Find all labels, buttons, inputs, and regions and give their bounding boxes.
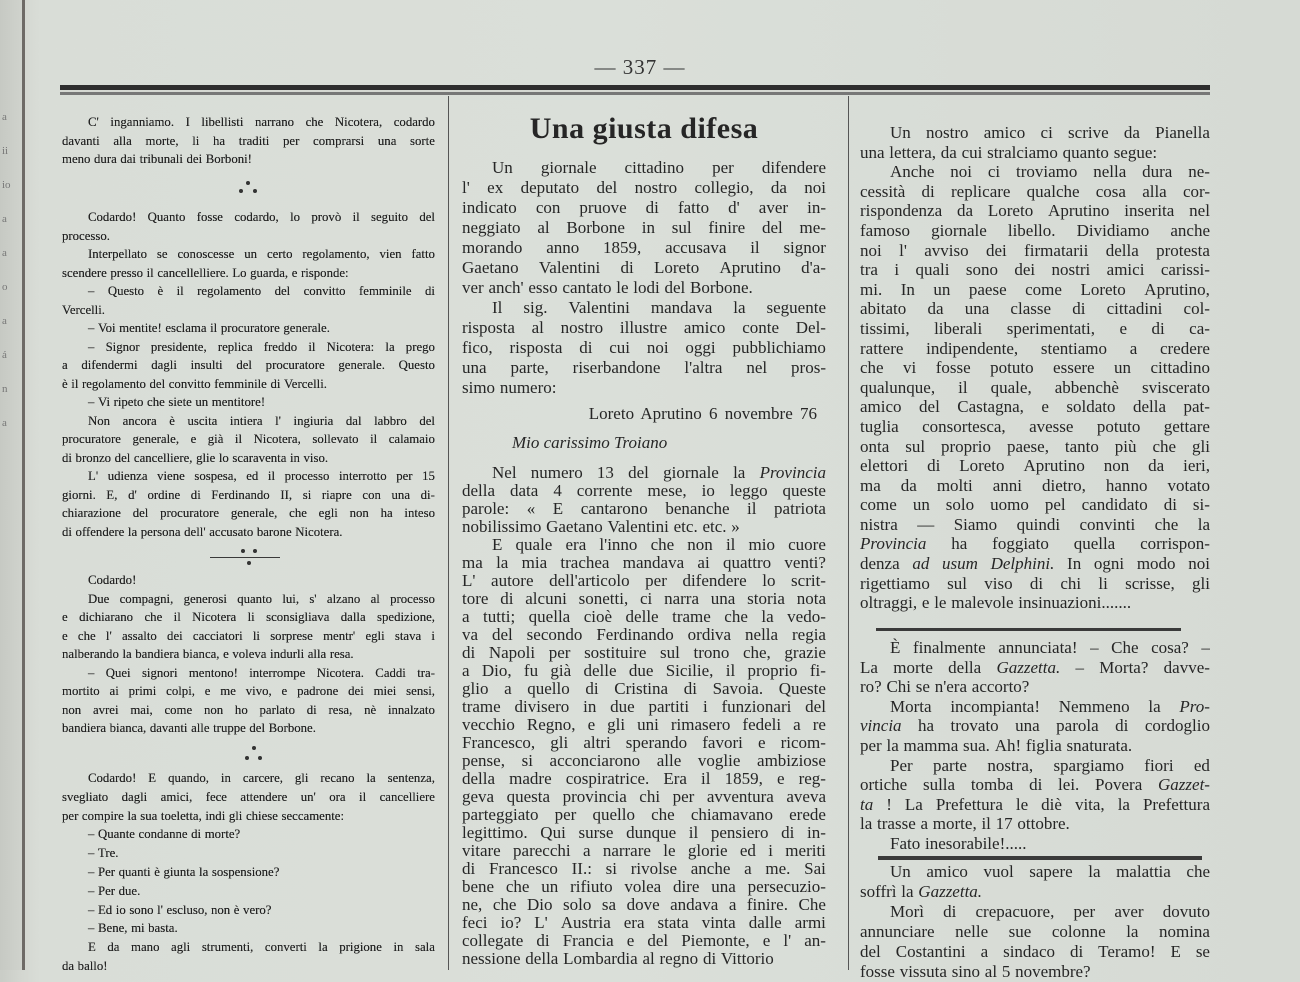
text-line: vincia ha trovato una parola di cordoglio	[860, 716, 1210, 736]
text-line: nistra — Siamo quindi convinti che la	[860, 514, 1210, 534]
text-line: – Quante condanne di morte?	[88, 827, 241, 842]
text-line: l' ex deputato del nostro collegio, da noi	[462, 178, 826, 197]
section-rule	[878, 856, 1202, 860]
text-line: tore di alcuni sonetti, ci narra una storia nota	[462, 589, 826, 608]
edge-fragment: io	[2, 179, 11, 191]
text-line: e dichiarano che il Nicotera li sconsigliava dalla spedizione,	[62, 610, 435, 624]
text-line: – Quei signori mentono! interrompe Nicotera. Caddi tra-	[88, 665, 435, 680]
edge-fragment: a	[2, 315, 7, 327]
text-line: vecchio Regno, e gli uni rimasero fedeli a re	[462, 715, 826, 734]
text-line: collegate di Francia e del Piemonte, e l' an-	[462, 931, 826, 950]
text-line: Codardo! E quando, in carcere, gli recano la sentenza,	[88, 771, 435, 785]
text-line: Gaetano Valentini di Loreto Aprutino d'a-	[462, 258, 826, 277]
text-line: amico del Castagna, e soldato della pat-	[860, 397, 1210, 417]
edge-fragment: a	[2, 213, 7, 225]
text-line: rispondenza da Loreto Aprutino inserita nel	[860, 201, 1210, 221]
edge-fragment: n	[2, 383, 8, 395]
text-line: davanti alla morte, li ha traditi per comprarsi una sorte	[62, 133, 435, 148]
text-line: – Per quanti è giunta la sospensione?	[88, 864, 280, 879]
text-line: per compire la sua toeletta, indi gli chiese seccamente:	[62, 808, 345, 823]
edge-fragment: o	[2, 281, 8, 293]
page-number: — 337 —	[594, 55, 686, 79]
page-gutter-line	[22, 0, 25, 970]
adjacent-page-fragments	[2, 100, 20, 440]
text-line: Anche noi ci troviamo nella dura ne-	[890, 162, 1210, 182]
text-line: è il regolamento del convitto femminile di Vercelli.	[62, 376, 327, 391]
text-line: del Costantini a sindaco di Teramo! E se	[860, 942, 1210, 961]
text-line: giorni. E, d' ordine di Ferdinando II, si riapre con una di-	[62, 487, 435, 502]
text-line: a Dio, fu già delle due Sicilie, il proprio fi-	[462, 661, 826, 680]
text-line: – Vi ripeto che siete un mentitore!	[88, 395, 266, 409]
edge-fragment: ii	[2, 145, 9, 157]
left-column-sentence	[62, 769, 435, 976]
text-line: fico, risposta di cui noi oggi pubblichiamo	[462, 338, 826, 357]
text-line: Per parte nostra, spargiamo fiori ed	[890, 755, 1210, 775]
gazzetta-death-note	[860, 638, 1210, 854]
text-line: per la mamma sua. Ah! figlia snaturata.	[860, 735, 1133, 755]
text-line: È finalmente annunciata! – Che cosa? –	[890, 638, 1210, 657]
letter-dateline: Loreto Aprutino 6 novembre 76	[588, 404, 817, 423]
edge-fragment: a	[2, 111, 7, 123]
text-line: Morì di crepacuore, per aver dovuto	[890, 902, 1210, 921]
text-line: Morta incompianta! Nemmeno la Pro-	[890, 696, 1210, 716]
text-line: fosse vissuta sino al 5 novembre?	[860, 962, 1091, 981]
text-line: a difendermi dagli insulti del procuratore generale. Questo	[62, 358, 435, 372]
text-line: della data 4 corrente mese, io leggo queste	[462, 481, 826, 500]
text-line: bene che un rifiuto volea dire una persecuzio-	[462, 877, 826, 896]
column-divider	[848, 96, 849, 970]
text-line: tissimi, liberali sperimentati, e di ca-	[860, 318, 1210, 338]
text-line: processo.	[62, 228, 110, 243]
text-line: rigettiamo sul viso di chi li scrisse, gli	[860, 573, 1210, 593]
text-line: E da mano agli strumenti, converti la prigione in sala	[88, 940, 435, 955]
text-line: – Bene, mi basta.	[88, 921, 178, 936]
text-line: di offendere la persona dell' accusato barone Nicotera.	[62, 524, 343, 539]
text-line: geva questa provincia chi per avventura aveva	[462, 787, 826, 806]
text-line: la trasse a morte, il 17 ottobre.	[860, 814, 1070, 834]
text-line: simo numero:	[462, 378, 557, 397]
text-line: e che l' assalto dei cacciatori li sorprese mentr' egli stava i	[62, 628, 435, 643]
text-line: ma la mia trachea mandava ai quattro venti?	[462, 553, 826, 572]
text-line: Il sig. Valentini mandava la seguente	[492, 298, 826, 317]
text-line: Due compagni, generosi quanto lui, s' alzano al processo	[88, 591, 435, 606]
edge-fragment: a	[2, 417, 7, 429]
text-line: ver anch' esso cantato le lodi del Borbone.	[462, 278, 753, 297]
text-line: vitare parecchi a narrare le glorie ed i meriti	[462, 841, 826, 860]
text-line: va del secondo Ferdinando ordiva nella regia	[462, 625, 826, 644]
text-line: nobilissimo Gaetano Valentini etc. etc. »	[462, 517, 740, 536]
left-column-companions	[62, 571, 435, 738]
text-line: oltraggi, e le malevole insinuazioni.......	[860, 593, 1132, 613]
text-line: Non ancora è uscita intiera l' ingiuria dal labbro del	[88, 413, 435, 428]
text-line: parole: « E cantarono benanche il patriota	[462, 499, 826, 518]
text-line: – Per due.	[88, 883, 141, 898]
text-line: una parte, riserbandone l'altra nel pros-	[462, 358, 826, 377]
text-line: di bronzo del cancelliere, glie lo scaraventa in viso.	[62, 450, 329, 465]
text-line: di Napoli per sostituire sul trono che, grazie	[462, 643, 826, 662]
text-line: nalberando la bandiera bianca, e voleva indurli alla resa.	[62, 647, 354, 661]
text-line: Un nostro amico ci scrive da Pianella	[890, 123, 1210, 142]
text-line: Provincia ha foggiato quella corrispon-	[860, 534, 1210, 554]
left-column-intro	[62, 113, 435, 169]
text-line: legittimo. Qui surse dunque il pensiero di in-	[462, 823, 826, 842]
article-title: Una giusta difesa	[529, 112, 759, 145]
text-line: a tutti; quella cioè delle trame che la vedo-	[462, 607, 826, 626]
text-line: – Tre.	[88, 846, 119, 861]
text-line: – Ed io sono l' escluso, non è vero?	[88, 902, 272, 917]
text-line: neggiato al Borbone in sul finire del me-	[462, 218, 826, 237]
text-line: – Voi mentite! esclama il procuratore generale.	[88, 321, 330, 335]
text-line: denza ad usum Delphini. In ogni modo noi	[860, 554, 1210, 574]
pianella-letter	[860, 123, 1210, 613]
text-line: Francesco, gli altri sperando favori e ricom-	[462, 733, 826, 752]
text-line: della madre cospiratrice. Era il 1859, e reg-	[462, 769, 826, 788]
edge-fragment: á	[2, 349, 7, 361]
text-line: tra i quali sono dei nostri amici carissi-	[860, 260, 1210, 280]
text-line: chiarazione del procuratore generale, che egli non ha inteso	[62, 506, 435, 520]
text-line: una lettera, da cui stralciamo quanto segue:	[860, 142, 1158, 162]
text-line: Fato inesorabile!.....	[890, 833, 1027, 853]
text-line: annunciare nelle sue colonne la nomina	[860, 922, 1210, 941]
text-line: svegliato dagli amici, fece attendere un' ora il cancelliere	[62, 789, 435, 804]
text-line: – Questo è il regolamento del convitto femminile di	[88, 284, 435, 298]
text-line: da ballo!	[62, 958, 108, 973]
text-line: elettori di Loreto Aprutino non da ieri,	[860, 456, 1210, 476]
column-divider	[448, 96, 449, 970]
text-line: ro? Chi se n'era accorto?	[860, 677, 1030, 697]
text-line: che vi fosse potuto essere un cittadino	[860, 358, 1210, 378]
text-line: rattere indipendente, stentiamo a credere	[860, 338, 1210, 358]
text-line: di Francesco II.: si rivolse anche a me. Sai	[462, 859, 826, 878]
text-line: come un solo uomo pel candidato di si-	[860, 495, 1210, 515]
text-line: Un amico vuol sapere la malattia che	[890, 862, 1210, 881]
text-line: Vercelli.	[62, 302, 105, 317]
text-line: famoso giornale libello. Dividiamo anche	[860, 220, 1210, 240]
text-line: morando anno 1859, accusava il signor	[462, 238, 826, 257]
edge-fragment: a	[2, 247, 7, 259]
text-line: trame divisero in due partiti i funzionari del	[462, 697, 826, 716]
text-line: parteggiato per quello che chiamavano erede	[462, 805, 826, 824]
text-line: onta sul proprio paese, tanto più che gli	[860, 436, 1210, 456]
text-line: Un giornale cittadino per difendere	[492, 158, 826, 177]
text-line: – Signor presidente, replica freddo il Nicotera: la prego	[88, 339, 435, 354]
header-rule	[60, 85, 1210, 92]
text-line: Codardo!	[88, 573, 137, 587]
text-line: noi l' avviso dei firmatarii della protesta	[860, 240, 1210, 260]
text-line: La morte della Gazzetta. – Morta? davve-	[860, 657, 1210, 677]
left-column-trial	[62, 208, 435, 541]
text-line: mortito ai primi colpi, e me vivo, e padrone dei miei sensi,	[62, 684, 435, 698]
text-line: non avrei mai, come non ho parlato di resa, nè innalzato	[62, 702, 435, 717]
text-line: Nel numero 13 del giornale la Provincia	[492, 463, 826, 482]
text-line: indicato con pruove di fatto d' aver in-	[462, 198, 826, 217]
text-line: feci io? L' Austria era stata vinta dalle armi	[462, 913, 826, 932]
text-line: L' autore dell'articolo per difendere lo scrit-	[462, 571, 826, 590]
article-intro	[462, 158, 826, 398]
text-line: C' inganniamo. I libellisti narrano che Nicotera, codardo	[88, 115, 435, 129]
letter-body	[462, 464, 826, 968]
text-line: risposta al nostro illustre amico conte Del-	[462, 318, 826, 337]
text-line: pense, si acconciarono alle voglie ambiziose	[462, 751, 826, 770]
text-line: nessione della Lombardia al regno di Vittorio	[462, 949, 774, 968]
letter-salutation: Mio carissimo Troiano	[512, 433, 668, 452]
text-line: tuglia consortesca, avesse potuto gettare	[860, 416, 1210, 436]
text-line: ta ! La Prefettura le diè vita, la Prefettura	[860, 794, 1210, 814]
gazzetta-illness-note	[860, 862, 1210, 982]
text-line: glio a quello di Cristina di Savoia. Queste	[462, 679, 826, 698]
text-line: Interpellato se conoscesse un certo regolamento, vien fatto	[88, 247, 435, 261]
text-line: bandiera bianca, davanti alle truppe del Borbone.	[62, 721, 316, 735]
text-line: E quale era l'inno che non il mio cuore	[492, 535, 826, 554]
text-line: mi. In un paese come Loreto Aprutino,	[860, 279, 1210, 299]
text-line: Codardo! Quanto fosse codardo, lo provò il seguito del	[88, 210, 435, 224]
text-line: ne, che Dio solo sa dove andava a finire. Che	[462, 895, 826, 914]
text-line: procuratore generale, e già il Nicotera, sollevato il calamaio	[62, 432, 435, 446]
text-line: L' udienza viene sospesa, ed il processo interrotto per 15	[88, 469, 435, 483]
text-line: abitato da una classe di cittadini col-	[860, 299, 1210, 319]
text-line: meno dura dai tribunali dei Borboni!	[62, 152, 252, 166]
text-line: qualunque, il quale, abbenchè sviscerato	[860, 377, 1210, 397]
text-line: soffrì la Gazzetta.	[860, 882, 983, 901]
text-line: ma da molti anni dietro, hanno votato	[860, 475, 1210, 495]
section-rule	[876, 628, 1181, 631]
text-line: cessità di replicare qualche cosa alla cor-	[860, 181, 1210, 201]
text-line: ortiche sulla tomba di lei. Povera Gazzet-	[860, 775, 1210, 795]
text-line: scendere presso il cancellelliere. Lo guarda, e risponde:	[62, 265, 349, 280]
